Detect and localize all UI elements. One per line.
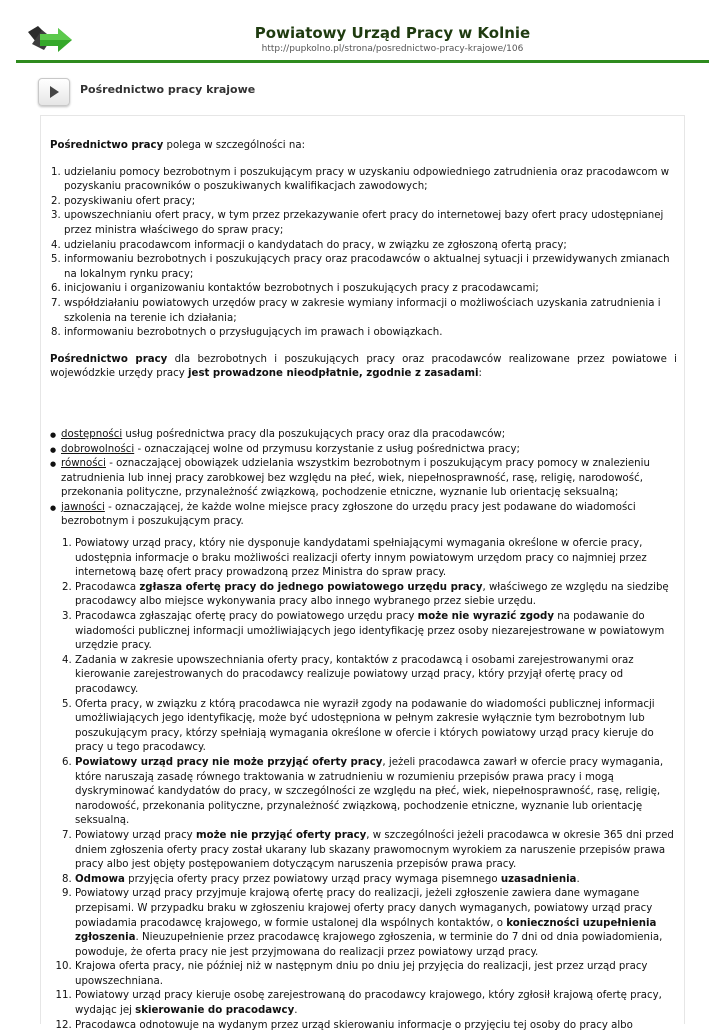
text-run: polega w szczególności na: [163,140,306,151]
principle-description: - oznaczającej obowiązek udzielania wszystkim bezrobotnym i poszukującym pracy pomocy w znalezieniu zatrudnienia lub innej pracy zarobkowej bez względu na płeć, wiek, niepełnosprawność, rasę, religię, narodowość, przekonania polityczne, przynależność związkową, pochodzenie etniczne, wyznanie lub orientację seksualną; [61,458,650,499]
header-divider [16,60,709,63]
list-item [75,537,677,581]
list-item: 8. informowaniu bezrobotnych o przysługujących im prawach i obowiązkach. [64,326,677,341]
text-run: Powiatowy urząd pracy, który nie dysponuje kandydatami spełniającymi wymagania określone w ofercie pracy, udostępnia informacje o braku możliwości realizacji oferty innym powiatowym urzędom pracy co najmniej przez internetową bazę ofert pracy prowadzoną przez Ministra do spraw pracy. [75,538,647,579]
text-run: , w szczególności jeżeli pracodawca w okresie 365 dni przed dniem zgłoszenia oferty pracy został ukarany lub skazany prawomocnym wyrokiem za naruszenie przepisów prawa pracy albo jest objęty postępowaniem dotyczącym naruszenia przepisów prawa pracy. [75,829,674,871]
bold-text: konieczności uzupełnienia zgłoszenia [75,917,657,944]
list-item: 2. pozyskiwaniu ofert pracy; [64,195,677,210]
bold-text: Odmowa [75,873,125,885]
text-run: dla bezrobotnych i poszukujących pracy oraz pracodawców realizowane przez powiatowe i wojewódzkie urzędy pracy [50,353,677,380]
list-item [75,960,677,989]
list-item [61,457,677,501]
list-item [61,443,677,458]
bold-text: Powiatowy urząd pracy nie może przyjąć oferty pracy [75,756,383,768]
bold-text: może nie przyjąć oferty pracy [195,829,367,841]
article-body [50,139,677,1033]
bold-text: skierowanie do pracodawcy [135,1005,295,1017]
list-item [61,428,677,443]
list-item [75,654,677,698]
page-url: http://pupkolno.pl/strona/posrednictwo-pracy-krajowe/106 [261,44,524,54]
text-run: Pracodawca odnotowuje na wydanym przez urząd skierowaniu informacje o przyjęciu tej osoby do pracy albo [75,1019,633,1031]
list-item [75,756,677,829]
text-run: Powiatowy urząd pracy kieruje osobę zarejestrowaną do pracodawcy krajowego, który zgłosił krajową ofertę pracy, wydając jej [75,990,662,1017]
chevron-right-icon[interactable] [38,78,70,106]
text-run: . [294,1005,298,1017]
list-item: 5. informowaniu bezrobotnych i poszukujących pracy oraz pracodawców o aktualnej sytuacji i przewidywanych zmianach na lokalnym rynku pracy; [64,253,677,282]
text-run: Powiatowy urząd pracy [75,829,196,841]
principle-description: usług pośrednictwa pracy dla poszukujących pracy oraz dla pracodawców; [122,428,506,440]
principles-list [50,428,677,530]
site-header [0,0,725,62]
list-item [75,1019,677,1033]
text-run: , jeżeli pracodawca zawarł w ofercie pracy wymagania, które naruszają zasadę równego traktowania w zatrudnieniu w rozumieniu przepisów prawa pracy i mogą dyskryminować kandydatów do pracy, w szczególności ze względu na płeć, wiek, niepełnosprawność, rasę, religię, narodowość, przekonania polityczne, przynależność związkową, pochodzenie etniczne, wyznanie lub orientację seksualną. [75,756,664,827]
text-run: . Nieuzupełnienie przez pracodawcę krajowego zgłoszenia, w terminie do 7 dni od dnia powiadomienia, powoduje, że oferta pracy nie jest przyjmowana do realizacji przez powiatowy urząd pracy. [75,932,663,958]
list-item [75,873,677,888]
principles-paragraph [50,353,677,382]
text-run: Oferta pracy, w związku z którą pracodawca nie wyraził zgody na podawanie do wiadomości publicznej informacji umożliwiających jego identyfikację, może być udostępniona w pełnym zakresie wyłącznie tym bezrobotnym lub poszukującym pracy, którzy spełniają wymagania określone w ofercie i których powiatowy urząd pracy kieruje do pracy u tego pracodawcy. [75,698,655,754]
principle-term: dostępności [61,428,123,440]
list-item: 7. współdziałaniu powiatowych urzędów pracy w zakresie wymiany informacji o możliwościach uzyskania zatrudnienia i szkolenia na terenie ich działania; [64,297,677,326]
principle-description: - oznaczającej wolne od przymusu korzystanie z usług pośrednictwa pracy; [134,443,520,455]
principle-description: - oznaczającej, że każde wolne miejsce pracy zgłoszone do urzędu pracy jest podawane do wiadomości bezrobotnym i poszukującym pracy. [61,501,636,528]
list-item [75,610,677,654]
list-item [75,887,677,960]
list-item [75,989,677,1018]
bold-text: Pośrednictwo pracy [50,353,168,365]
job-offer-rules-list [50,537,677,1033]
text-run: Pracodawca zgłaszając ofertę pracy do powiatowego urzędu pracy [75,611,418,623]
text-run: . [576,873,580,885]
bold-text: zgłasza ofertę pracy do jednego powiatowego urzędu pracy [139,581,483,593]
site-title[interactable]: Powiatowy Urząd Pracy w Kolnie [254,24,531,42]
text-run: : [478,368,482,380]
list-item [75,581,677,610]
principle-term: równości [61,458,106,470]
bold-text: może nie wyrazić zgody [417,611,554,623]
list-item [75,698,677,756]
bold-text: jest prowadzone nieodpłatnie, zgodnie z zasadami [188,368,479,380]
principle-term: dobrowolności [61,443,135,455]
list-item: 1. udzielaniu pomocy bezrobotnym i poszukującym pracy w uzyskaniu odpowiedniego zatrudnienia oraz pracodawcom w pozyskaniu pracowników o poszukiwanych kwalifikacjach zawodowych; [64,166,677,195]
text-run: na podawanie do wiadomości publicznej informacji umożliwiających jego identyfikację przez osoby niezarejestrowane w powiatowym urzędzie pracy. [75,611,665,652]
list-item: 3. upowszechnianiu ofert pracy, w tym przez przekazywanie ofert pracy do internetowej bazy ofert pracy udostępnianej przez ministra właściwego do spraw pracy; [64,209,677,238]
bold-text: Pośrednictwo pracy [50,140,164,151]
text-run: Krajowa oferta pracy, nie później niż w następnym dniu po dniu jej przyjęcia do realizacji, jest przez urząd pracy upowszechniana. [75,961,648,987]
page-title: Pośrednictwo pracy krajowe [80,83,256,96]
list-item: 4. udzielaniu pracodawcom informacji o kandydatach do pracy, w związku ze zgłoszoną ofertą pracy; [64,239,677,254]
article-panel [40,115,685,1031]
text-run: Powiatowy urząd pracy przyjmuje krajową ofertę pracy do realizacji, jeżeli zgłoszenie zawiera dane wymagane przepisami. W przypadku braku w zgłoszeniu krajowej oferty pracy danych wymaganych, powiatowy urząd pracy powiadamia pracodawcę krajowego, w formie ustalonej dla wspólnych kontaktów, o [75,888,653,929]
list-item [75,829,677,873]
mediation-tasks-list [50,166,677,341]
text-run: , właściwego ze względu na siedzibę pracodawcy albo miejsce wykonywania pracy albo innego wybranego przez siebie urzędu. [75,581,669,608]
list-item: 6. inicjowaniu i organizowaniu kontaktów bezrobotnych i poszukujących pracy z pracodawcami; [64,282,677,297]
text-run: przyjęcia oferty pracy przez powiatowy urząd pracy wymaga pisemnego [124,873,501,885]
list-item [61,501,677,530]
principle-term: jawności [61,501,105,513]
text-run: Pracodawca [75,581,140,593]
bold-text: uzasadnienia [500,873,577,885]
intro-paragraph [50,139,677,154]
text-run: Zadania w zakresie upowszechniania oferty pracy, kontaktów z pracodawcą i osobami zarejestrowanymi oraz kierowanie zarejestrowanych do pracodawcy realizuje powiatowy urząd pracy, który przyjął ofertę pracy od pracodawcy. [75,654,634,695]
